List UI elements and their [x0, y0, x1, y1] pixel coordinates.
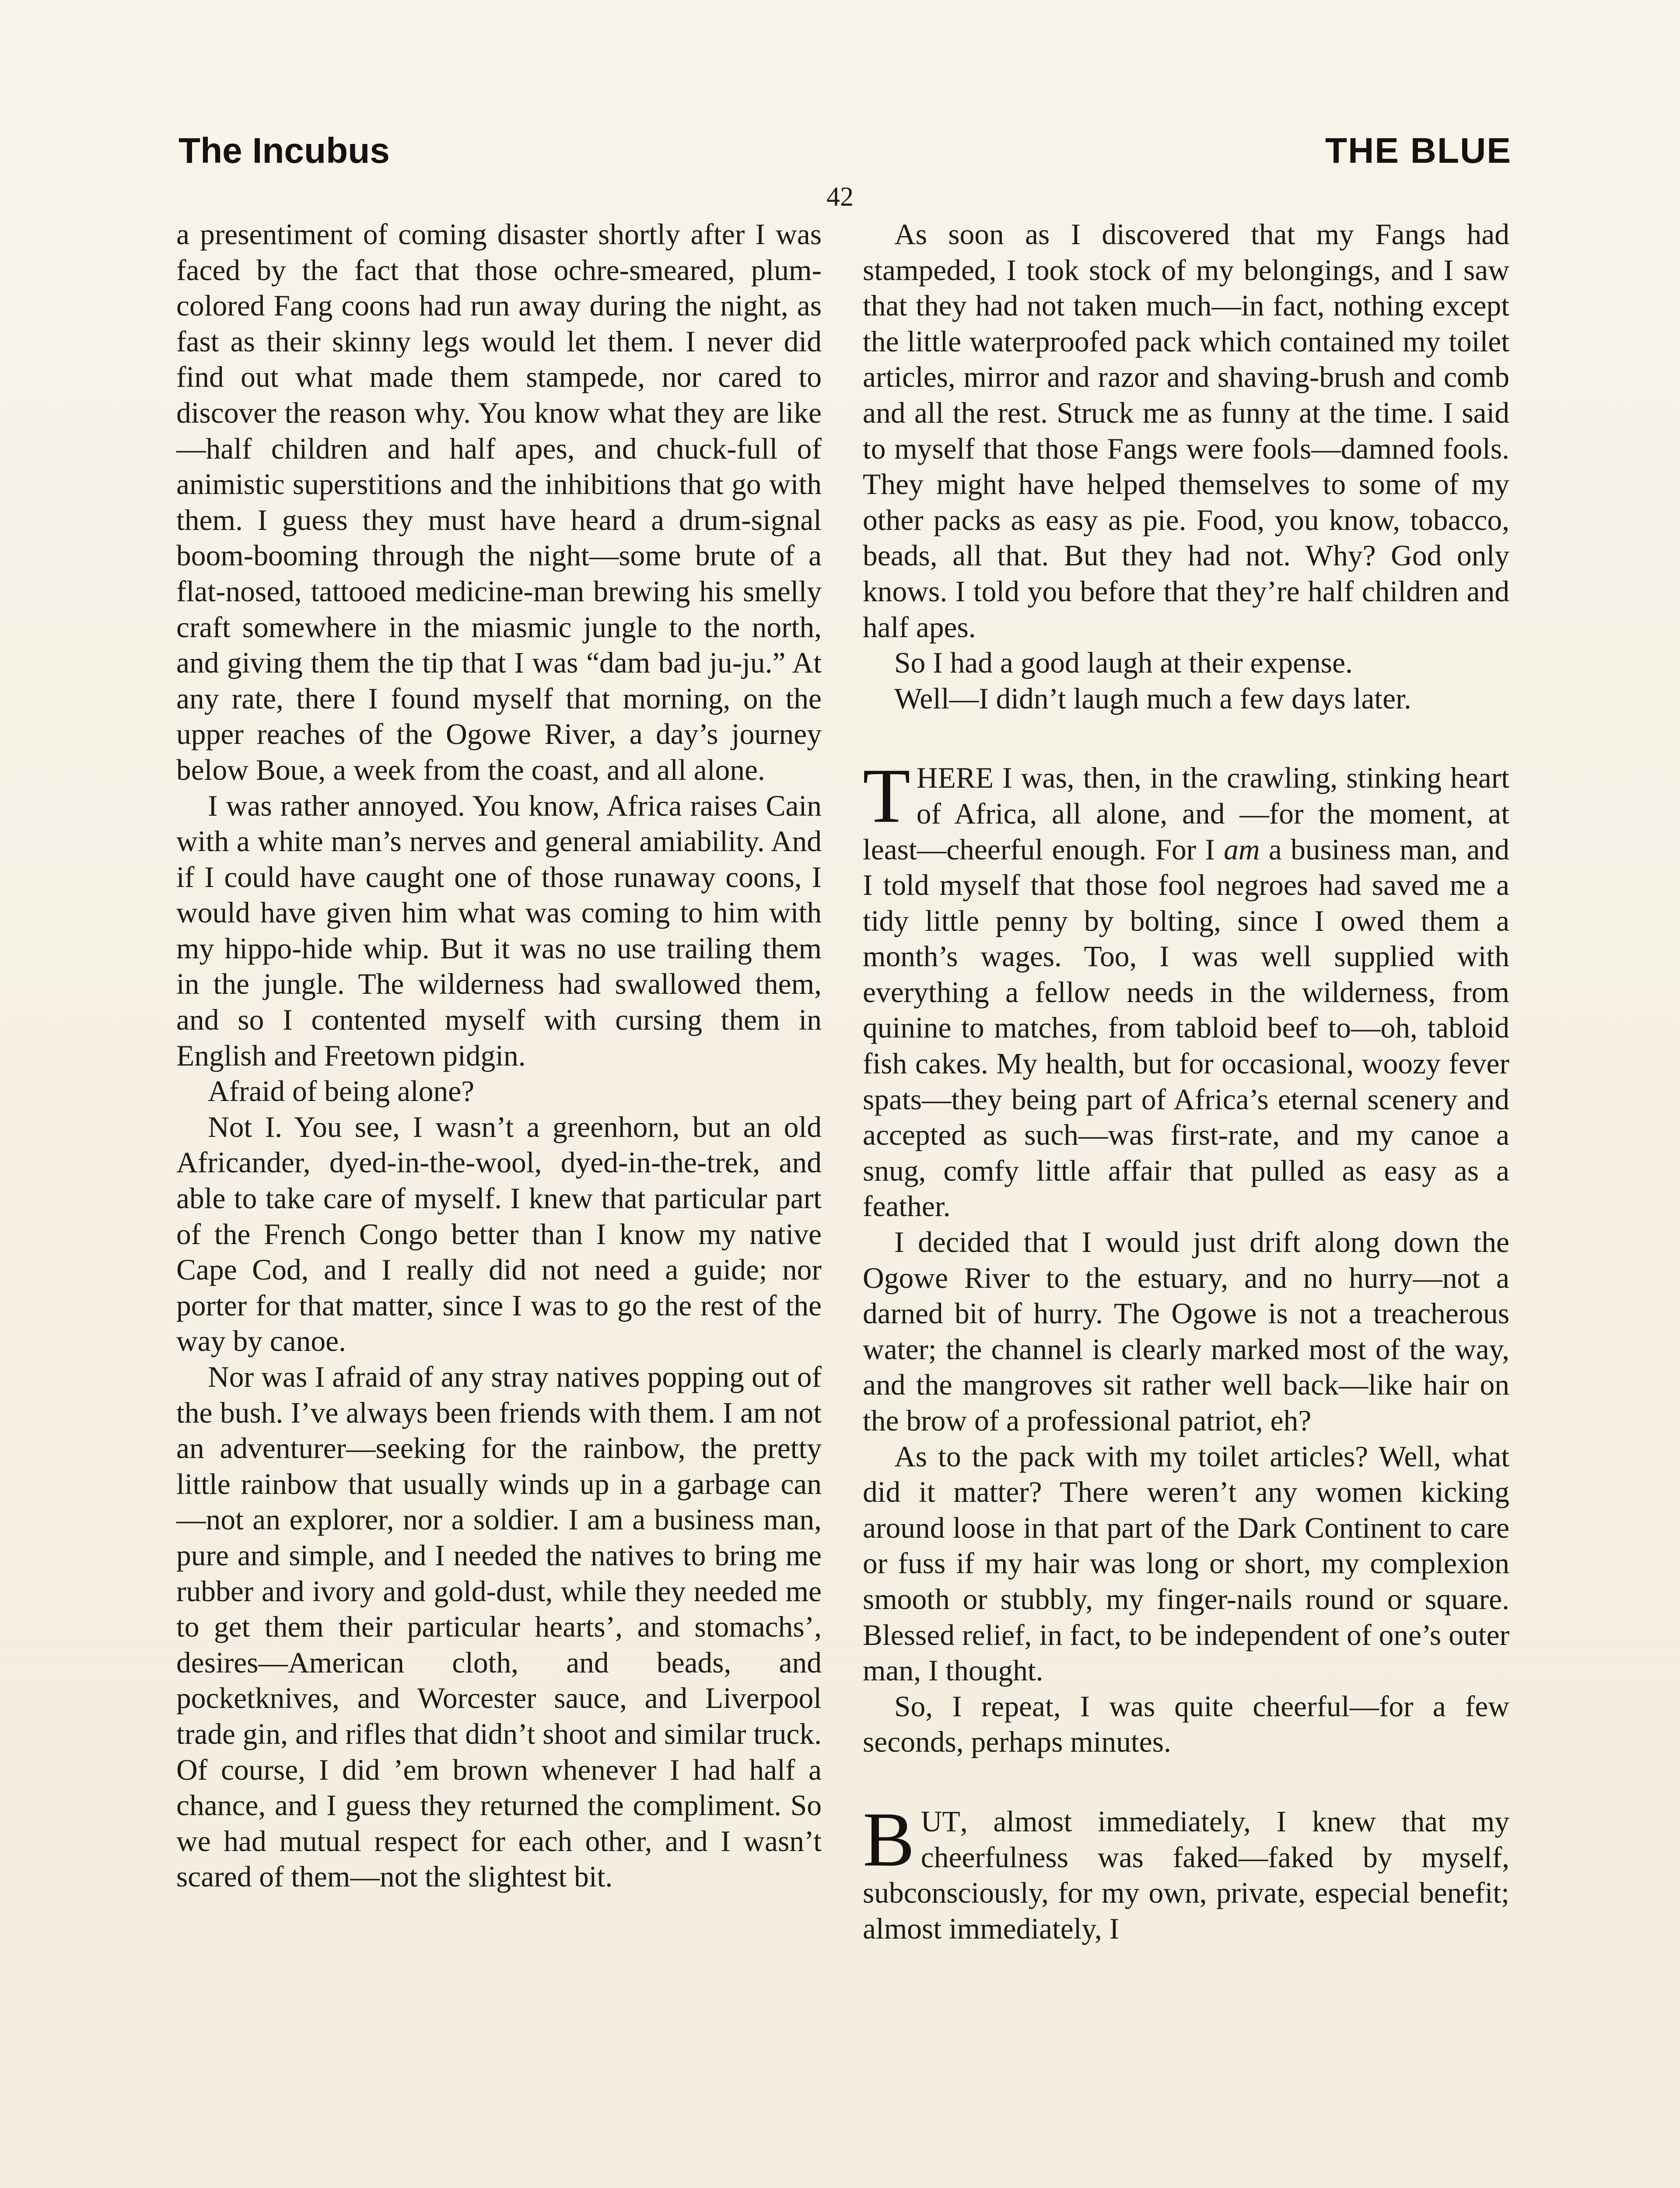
paragraph: I decided that I would just drift along down the Ogowe River to the estuary, and no hurry—not a darned bit of hurry. The Ogowe is not a treacherous water; the channel is clearly marked most of the way, and the mangroves sit rather well back—like hair on the brow of a professional patriot, eh? — [863, 1226, 1509, 1437]
lead-word: UT — [920, 1805, 960, 1838]
magazine-title: THE BLUE — [1325, 131, 1512, 171]
emphasis-text: am — [1224, 833, 1260, 866]
paragraph: Well—I didn’t laugh much a few days later. — [894, 682, 1411, 715]
running-header — [178, 127, 1512, 175]
paragraph: As soon as I discovered that my Fangs had stampeded, I took stock of my belongings, and I saw that they had not taken much—in fact, nothing except the little waterproofed pack which contained my toilet articles, mirror and razor and shaving-brush and comb and all the rest. Struck me as funny at the time. I said to myself that those Fangs were fools—damned fools. They might have helped themselves to some of my other packs as easy as pie. Food, you know, tobacco, beads, all that. But they had not. Why? God only knows. I told you before that they’re half children and half apes. — [863, 218, 1509, 644]
paragraph-text: a business man, and I told myself that those fool negroes had saved me a tidy little penny by bolting, since I owed them a month’s wages. Too, I was well supplied with everything a fellow needs in the wilderness, from quinine to matches, from tabloid beef to—oh, tabloid fish cakes. My health, but for occasional, woozy fever spats—they being part of Africa’s eternal scenery and accepted as such—was first-rate, and my canoe a snug, comfy little affair that pulled as easy as a feather. — [863, 833, 1509, 1223]
paragraph: Not I. You see, I wasn’t a greenhorn, but an old Africander, dyed-in-the-wool, dyed-in-the-trek, and able to take care of myself. I knew that particular part of the French Congo better than I know my native Cape Cod, and I really did not need a guide; nor porter for that matter, since I was to go the rest of the way by canoe. — [176, 1110, 822, 1358]
story-title: The Incubus — [178, 131, 390, 171]
paragraph: As to the pack with my toilet articles? Well, what did it matter? There weren’t any women kicking around loose in that part of the Dark Continent to care or fuss if my hair was long or short, my complexion smooth or stubbly, my finger-nails round or square. Blessed relief, in fact, to be independent of one’s outer man, I thought. — [863, 1440, 1509, 1687]
paragraph: a presentiment of coming disaster shortly after I was faced by the fact that those ochre-smeared, plum-colored Fang coons had run away during the night, as fast as their skinny legs would let them. I never did find out what made them stampede, nor cared to discover the reason why. You know what they are like—half children and half apes, and chuck-full of animistic superstitions and the inhibitions that go with them. I guess they must have heard a drum-signal boom-booming through the night—some brute of a flat-nosed, tattooed medicine-man brewing his smelly craft somewhere in the miasmic jungle to the north, and giving them the tip that I was “dam bad ju-ju.” At any rate, there I found myself that morning, on the upper reaches of the Ogowe River, a day’s journey below Boue, a week from the coast, and all alone. — [176, 218, 822, 786]
left-column — [176, 217, 822, 1895]
paragraph-text: I was, then, in the crawling, stinking heart of Africa, all alone, and —for the moment, at least—cheerful enough. For I — [863, 761, 1509, 866]
section-opening-paragraph — [863, 1795, 1509, 1946]
paragraph: Nor was I afraid of any stray natives popping out of the bush. I’ve always been friends with them. I am not an adventurer—seeking for the rainbow, the pretty little rainbow that usually winds up in a garbage can—not an explorer, nor a soldier. I am a business man, pure and simple, and I needed the natives to bring me rubber and ivory and gold-dust, while they needed me to get them their particular hearts’, and stomachs’, desires—American cloth, and beads, and pocketknives, and Worcester sauce, and Liverpool trade gin, and rifles that didn’t shoot and similar truck. Of course, I did ’em brown whenever I had half a chance, and I guess they returned the compliment. So we had mutual respect for each other, and I wasn’t scared of them—not the slightest bit. — [176, 1360, 822, 1893]
section-opening-paragraph — [863, 752, 1509, 1224]
drop-cap: T — [863, 752, 910, 839]
drop-cap: B — [863, 1795, 915, 1883]
paragraph: So I had a good laugh at their expense. — [894, 646, 1353, 680]
paragraph: I was rather annoyed. You know, Africa raises Cain with a white man’s nerves and general amiability. And if I could have caught one of those runaway coons, I would have given him what was coming to him with my hippo-hide whip. But it was no use trailing them in the jungle. The wilderness had swallowed them, and so I contented myself with cursing them in English and Freetown pidgin. — [176, 789, 822, 1072]
right-column — [863, 217, 1509, 1946]
paragraph: So, I repeat, I was quite cheerful—for a few seconds, perhaps minutes. — [863, 1690, 1509, 1759]
lead-word: HERE — [916, 761, 994, 795]
page-number: 42 — [826, 182, 854, 212]
paragraph-text: , almost immediately, I knew that my cheerfulness was faked—faked by myself, subconsciously, for my own, private, especial benefit; almost immediately, I — [863, 1805, 1509, 1945]
paragraph: Afraid of being alone? — [208, 1075, 475, 1108]
